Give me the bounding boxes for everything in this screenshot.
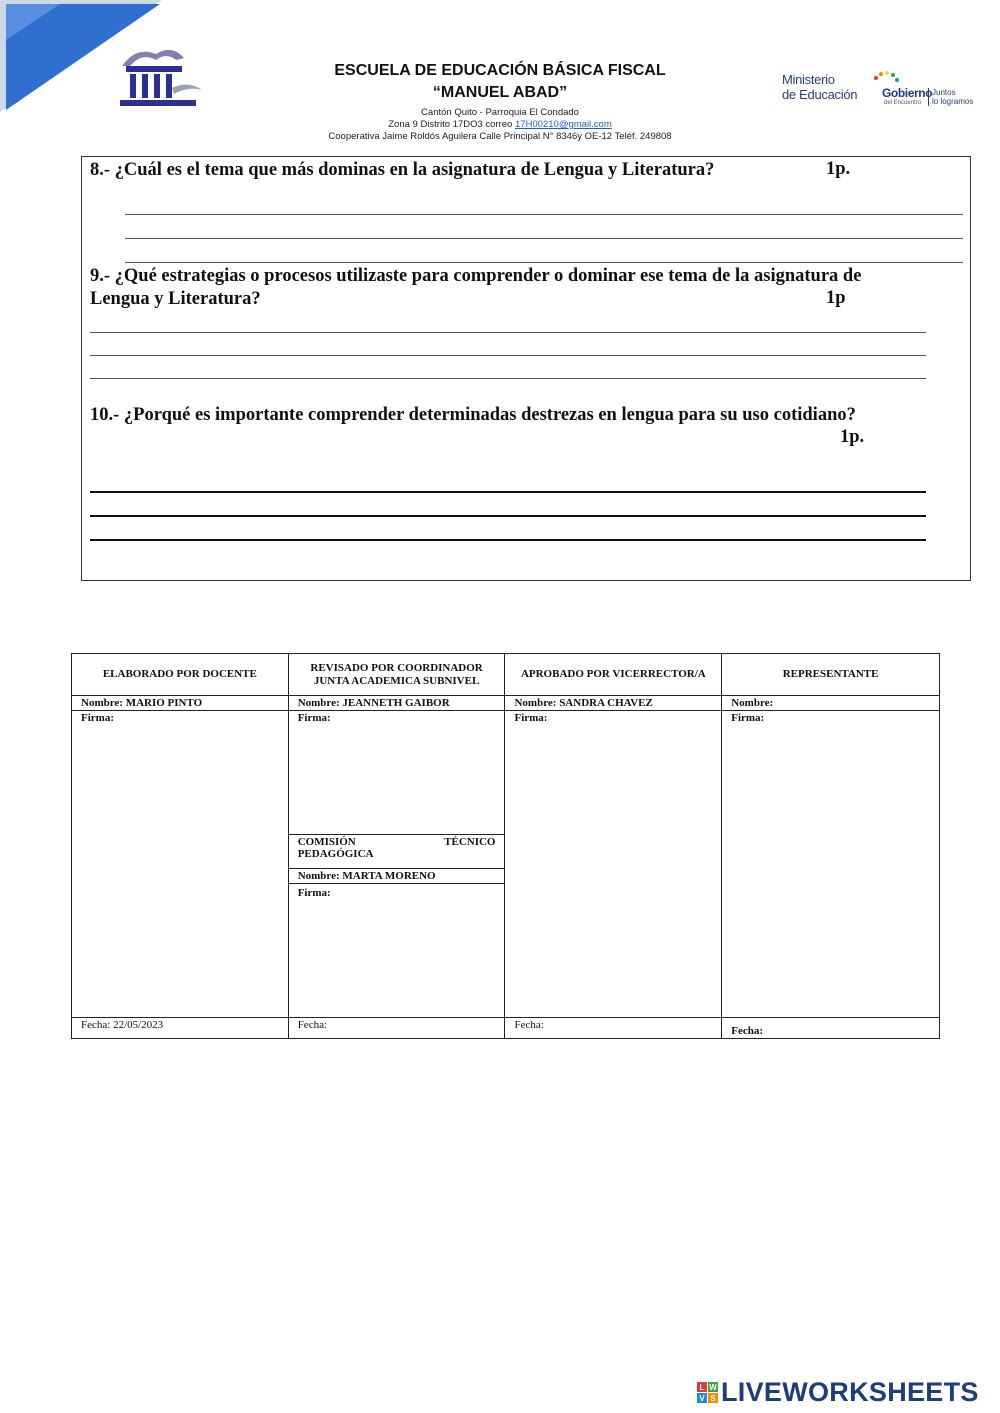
answer-line[interactable] bbox=[125, 214, 963, 215]
name-representante[interactable]: Nombre: bbox=[722, 696, 940, 711]
commission-label: COMISIÓN TÉCNICO PEDAGÓGICA bbox=[289, 834, 505, 868]
answer-line[interactable] bbox=[125, 262, 963, 263]
ministry-logo: Ministerio de Educación bbox=[782, 72, 858, 102]
liveworksheets-text: LIVEWORKSHEETS bbox=[721, 1377, 979, 1407]
school-email-link[interactable]: 17H00210@gmail.com bbox=[514, 119, 612, 130]
question-9-points: 1p bbox=[826, 288, 846, 308]
school-info-line1: Cantón Quito - Parroquia El Condado bbox=[421, 107, 579, 118]
fecha-representante[interactable]: Fecha: bbox=[722, 1018, 940, 1039]
questions-box bbox=[81, 156, 971, 581]
answer-line[interactable] bbox=[90, 539, 926, 541]
government-name: Gobierno bbox=[882, 86, 933, 100]
firma-representante[interactable]: Firma: bbox=[722, 711, 940, 1018]
name-coordinador: Nombre: JEANNETH GAIBOR bbox=[288, 696, 505, 711]
government-sub: del Encuentro bbox=[884, 100, 922, 106]
school-name-line2: “MANUEL ABAD” bbox=[432, 84, 568, 101]
fecha-docente: Fecha: 22/05/2023 bbox=[72, 1018, 289, 1039]
question-8-points: 1p. bbox=[826, 159, 851, 179]
fecha-coordinador[interactable]: Fecha: bbox=[288, 1018, 505, 1039]
commission-name: Nombre: MARTA MORENO bbox=[289, 868, 505, 884]
liveworksheets-brand[interactable] bbox=[697, 1377, 979, 1408]
signatures-fecha-row bbox=[72, 1018, 940, 1039]
answer-line[interactable] bbox=[90, 332, 926, 333]
school-info-line3: Cooperativa Jaime Roldós Aguilera Calle Principal N° 8346y OE-12 Teléf. 249808 bbox=[328, 131, 672, 142]
school-info-line2: Zona 9 Distrito 17DO3 correo 17H00210@gmail.com bbox=[388, 119, 612, 130]
answer-line[interactable] bbox=[125, 238, 963, 239]
signatures-table bbox=[71, 653, 940, 1039]
firma-coordinador[interactable]: Firma: bbox=[297, 712, 331, 724]
header-representante: REPRESENTANTE bbox=[722, 654, 940, 696]
firma-docente[interactable]: Firma: bbox=[72, 711, 289, 1018]
fecha-vicerrector[interactable]: Fecha: bbox=[505, 1018, 722, 1039]
signatures-header-row bbox=[72, 654, 940, 696]
question-10-points: 1p. bbox=[840, 427, 865, 447]
question-9-line1: 9.- ¿Qué estrategias o procesos utilizaste para comprender o dominar ese tema de la asignatura de bbox=[90, 266, 862, 286]
firma-coordinador-cell bbox=[288, 711, 505, 1018]
signatures-name-row bbox=[72, 696, 940, 711]
firma-vicerrector[interactable]: Firma: bbox=[505, 711, 722, 1018]
answer-line[interactable] bbox=[90, 515, 926, 517]
header-aprobado: APROBADO POR VICERRECTOR/A bbox=[505, 654, 722, 696]
liveworksheets-logo-icon: L W V S bbox=[697, 1382, 718, 1403]
question-8: 8.- ¿Cuál es el tema que más dominas en la asignatura de Lengua y Literatura? bbox=[90, 160, 715, 180]
header-revisado: REVISADO POR COORDINADOR JUNTA ACADEMICA SUBNIVEL bbox=[288, 654, 505, 696]
school-header bbox=[300, 60, 700, 143]
commission-firma[interactable]: Firma: bbox=[297, 887, 331, 899]
header-elaborado: ELABORADO POR DOCENTE bbox=[72, 654, 289, 696]
school-logo-icon bbox=[112, 44, 204, 110]
answer-line[interactable] bbox=[90, 491, 926, 493]
question-10: 10.- ¿Porqué es importante comprender determinadas destrezas en lengua para su uso cotidiano? bbox=[90, 405, 856, 425]
name-docente: Nombre: MARIO PINTO bbox=[72, 696, 289, 711]
question-9-line2: Lengua y Literatura? bbox=[90, 289, 261, 309]
government-slogan: Juntos lo logramos bbox=[928, 88, 973, 106]
school-name-line1: ESCUELA DE EDUCACIÓN BÁSICA FISCAL bbox=[334, 62, 666, 79]
answer-line[interactable] bbox=[90, 378, 926, 379]
signatures-firma-row bbox=[72, 711, 940, 1018]
answer-line[interactable] bbox=[90, 355, 926, 356]
name-vicerrector: Nombre: SANDRA CHAVEZ bbox=[505, 696, 722, 711]
